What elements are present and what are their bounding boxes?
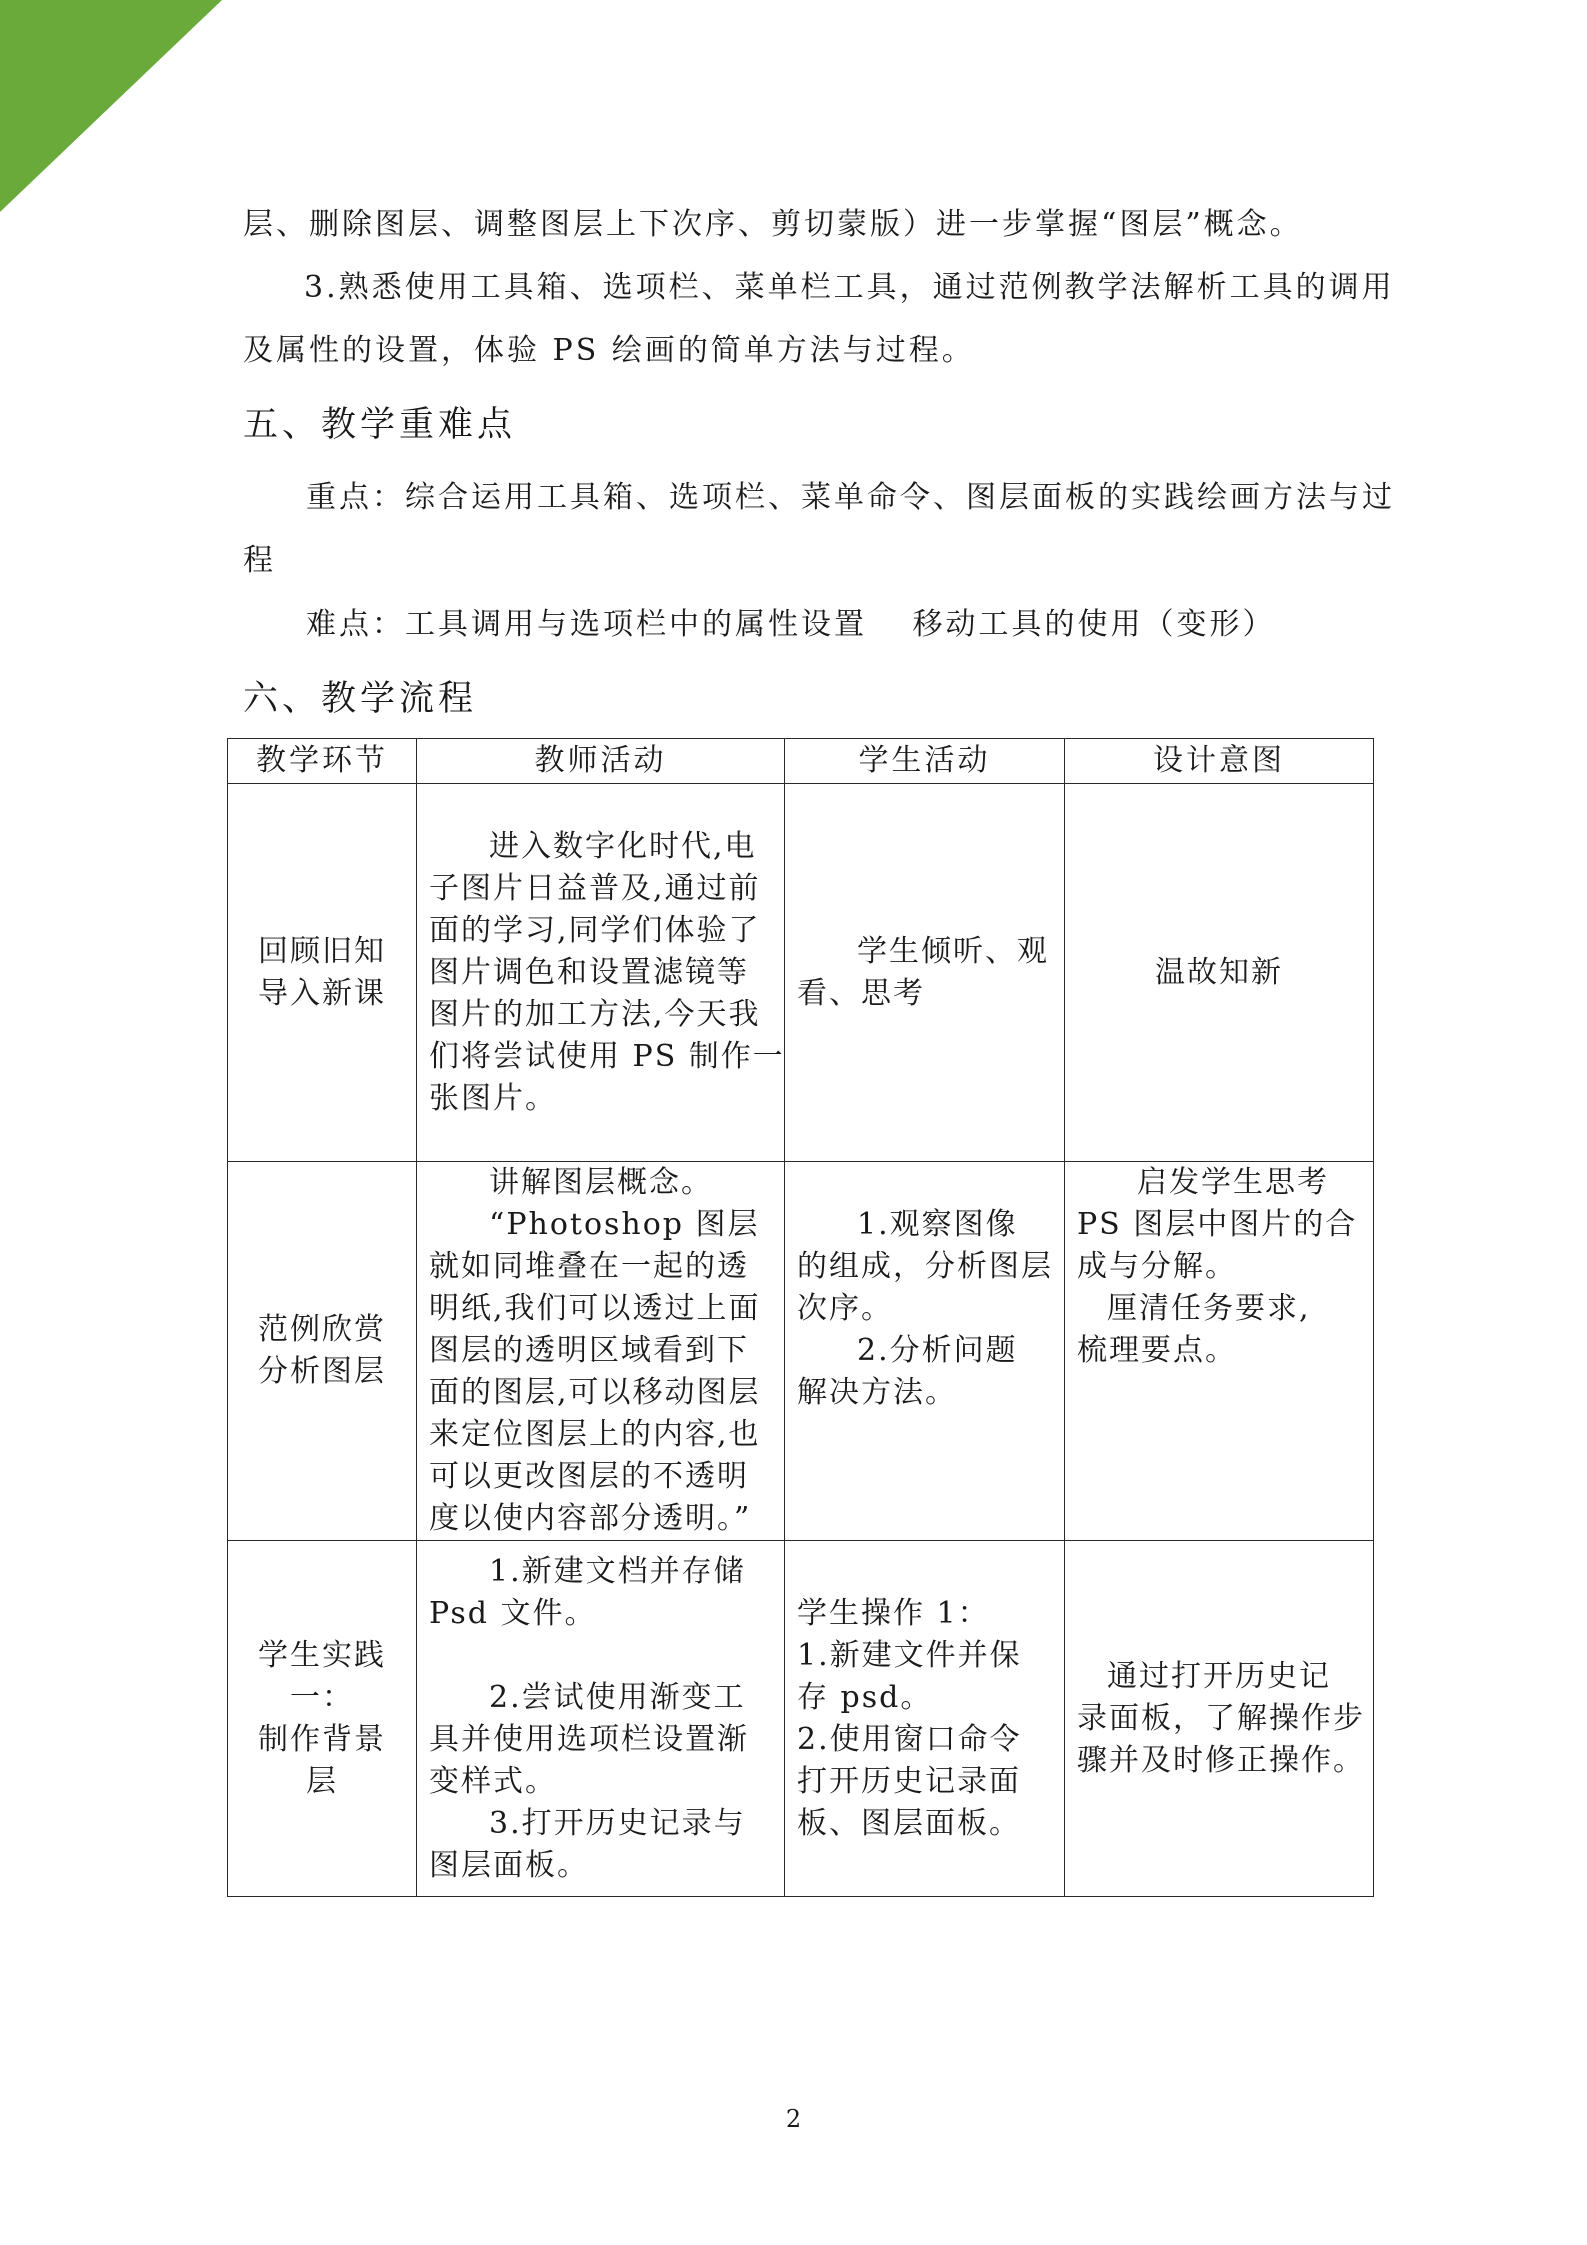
stage-line: 层 — [306, 1763, 338, 1799]
student-line: 看、思考 — [797, 975, 925, 1011]
intro-line-3: 及属性的设置，体验 PS 绘画的简单方法与过程。 — [243, 333, 975, 368]
difficult-point: 难点：工具调用与选项栏中的属性设置 移动工具的使用（变形） — [306, 607, 1276, 642]
teacher-line: 变样式。 — [429, 1763, 557, 1799]
student-line: 次序。 — [797, 1291, 893, 1326]
student-line: 板、图层面板。 — [797, 1805, 1021, 1841]
student-line: 学生倾听、观 — [857, 933, 1049, 969]
teacher-line: 面的图层,可以移动图层 — [429, 1375, 761, 1410]
teacher-line: 张图片。 — [429, 1080, 557, 1116]
teacher-line: 图片调色和设置滤镜等 — [429, 954, 749, 990]
teacher-line — [429, 1635, 772, 1677]
student-line: 学生操作 1： — [797, 1595, 990, 1631]
intent-line: 成与分解。 — [1077, 1249, 1237, 1284]
teacher-line: 子图片日益普及,通过前 — [429, 870, 761, 906]
teacher-line: 来定位图层上的内容,也 — [429, 1417, 761, 1452]
teacher-line: 讲解图层概念。 — [489, 1165, 713, 1200]
student-line: 解决方法。 — [797, 1375, 957, 1410]
intent-line: 厘清任务要求, — [1107, 1291, 1311, 1326]
teacher-line: 面的学习,同学们体验了 — [429, 912, 761, 948]
student-line: 1.新建文件并保 — [797, 1637, 1022, 1673]
intent-cell — [1065, 1162, 1374, 1541]
student-cell — [785, 784, 1065, 1162]
teacher-line: 图片的加工方法,今天我 — [429, 996, 761, 1032]
stage-line: 范例欣赏 — [258, 1312, 386, 1347]
student-cell — [785, 1541, 1065, 1897]
table-row — [228, 1162, 1374, 1541]
intent-cell — [1065, 784, 1374, 1162]
header-student: 学生活动 — [785, 739, 1065, 784]
teacher-line: 可以更改图层的不透明 — [429, 1459, 749, 1494]
stage-cell — [228, 1541, 417, 1897]
table-row — [228, 784, 1374, 1162]
stage-cell — [228, 784, 417, 1162]
key-point-line-2: 程 — [243, 543, 276, 578]
page-number: 2 — [785, 2105, 802, 2133]
teacher-cell — [417, 1541, 785, 1897]
teacher-line: 1.新建文档并存储 — [489, 1553, 746, 1589]
teacher-line: 们将尝试使用 PS 制作一 — [429, 1038, 785, 1074]
intent-line: 骤并及时修正操作。 — [1077, 1742, 1365, 1778]
section-5-title: 五、教学重难点 — [243, 405, 517, 445]
intent-line: 启发学生思考 — [1137, 1165, 1329, 1200]
stage-line: 分析图层 — [258, 1354, 386, 1389]
teacher-cell — [417, 784, 785, 1162]
intent-line: 温故知新 — [1155, 954, 1283, 990]
teacher-line: 度以使内容部分透明。” — [429, 1501, 752, 1536]
student-line: 2.分析问题 — [857, 1333, 1018, 1368]
intro-line-1: 层、删除图层、调整图层上下次序、剪切蒙版）进一步掌握“图层”概念。 — [243, 207, 1303, 242]
teacher-line: 2.尝试使用渐变工 — [489, 1679, 746, 1715]
header-teacher: 教师活动 — [417, 739, 785, 784]
teacher-line: 具并使用选项栏设置渐 — [429, 1721, 749, 1757]
teacher-line: 就如同堆叠在一起的透 — [429, 1249, 749, 1284]
intent-line: 梳理要点。 — [1077, 1333, 1237, 1368]
student-line: 打开历史记录面 — [797, 1763, 1021, 1799]
key-point-line-1: 重点：综合运用工具箱、选项栏、菜单命令、图层面板的实践绘画方法与过 — [306, 480, 1395, 515]
intent-cell — [1065, 1541, 1374, 1897]
teacher-line: 3.打开历史记录与 — [489, 1805, 746, 1841]
teaching-flow-table — [227, 738, 1374, 1897]
intro-line-2: 3.熟悉使用工具箱、选项栏、菜单栏工具，通过范例教学法解析工具的调用 — [304, 270, 1395, 305]
teacher-line: 明纸,我们可以透过上面 — [429, 1291, 761, 1326]
student-line: 存 psd。 — [797, 1679, 933, 1715]
stage-line: 导入新课 — [258, 975, 386, 1011]
stage-cell — [228, 1162, 417, 1541]
teacher-line: 图层面板。 — [429, 1847, 589, 1883]
teacher-line: 图层的透明区域看到下 — [429, 1333, 749, 1368]
teacher-line: 进入数字化时代,电 — [489, 828, 757, 864]
intent-line: 通过打开历史记 — [1107, 1658, 1331, 1694]
teacher-line: Psd 文件。 — [429, 1595, 597, 1631]
corner-decoration — [0, 0, 230, 230]
student-line: 2.使用窗口命令 — [797, 1721, 1022, 1757]
stage-line: 制作背景 — [258, 1721, 386, 1757]
teacher-line: “Photoshop 图层 — [489, 1207, 760, 1242]
intent-line: PS 图层中图片的合 — [1077, 1207, 1358, 1242]
table-row — [228, 1541, 1374, 1897]
student-line: 1.观察图像 — [857, 1207, 1018, 1242]
student-line: 的组成，分析图层 — [797, 1249, 1053, 1284]
header-intent: 设计意图 — [1065, 739, 1374, 784]
intent-line: 录面板，了解操作步 — [1077, 1700, 1365, 1736]
student-cell — [785, 1162, 1065, 1541]
section-6-title: 六、教学流程 — [243, 679, 478, 719]
table-header-row — [228, 739, 1374, 784]
stage-line: 回顾旧知 — [258, 933, 386, 969]
stage-line: 学生实践 — [258, 1637, 386, 1673]
header-stage: 教学环节 — [228, 739, 417, 784]
stage-line: 一： — [290, 1679, 354, 1715]
teacher-cell — [417, 1162, 785, 1541]
